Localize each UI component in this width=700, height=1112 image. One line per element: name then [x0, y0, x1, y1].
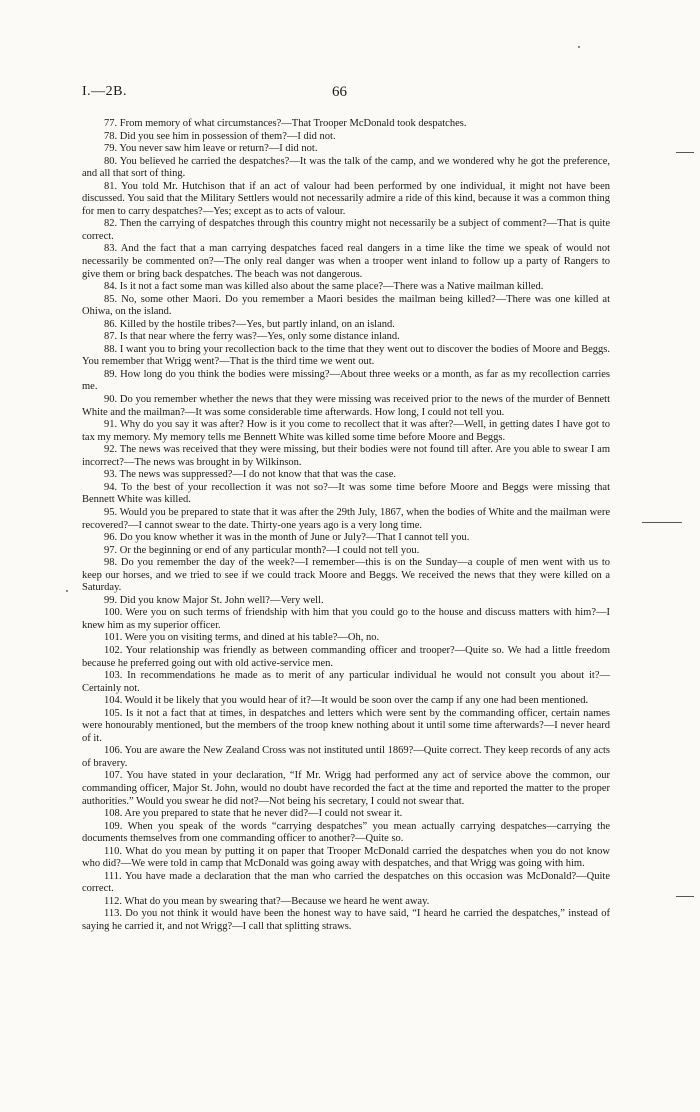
question-paragraph: 82. Then the carrying of despatches through this country might not necessarily be a subject of comment?—That is quite correct.: [82, 218, 610, 242]
question-paragraph: 78. Did you see him in possession of them?—I did not.: [104, 130, 336, 142]
question-paragraph: 85. No, some other Maori. Do you remember a Maori besides the mailman being killed?—There was one killed at Ohiwa, on the island.: [82, 293, 610, 318]
question-paragraph: 90. Do you remember whether the news that they were missing was received prior to the news of the murder of Bennett White and the mailman?—It was some considerable time afterwards. How long, I could not tell you.: [82, 394, 610, 418]
question-paragraph: 110. What do you mean by putting it on paper that Trooper McDonald carried the despatches when you do not know who did?—We were told in camp that McDonald was going away with despatches, and that Wrigg was going with him.: [82, 845, 610, 870]
question-paragraph: 81. You told Mr. Hutchison that if an act of valour had been performed by one individual, it might not have been discussed. You said that the Military Settlers would not necessarily admire a ride of this kind, because it was a common thing for men to carry despatches?—Yes; except as to acts of valour.: [82, 180, 610, 217]
question-paragraph: 77. From memory of what circumstances?—That Trooper McDonald took despatches.: [104, 118, 467, 129]
question-paragraph: 111. You have made a declaration that the man who carried the despatches on this occasion was McDonald?—Quite correct.: [82, 870, 610, 895]
question-paragraph: 108. Are you prepared to state that he never did?—I could not swear it.: [104, 808, 403, 820]
page-header: [82, 84, 622, 104]
question-paragraph: 86. Killed by the hostile tribes?—Yes, but partly inland, on an island.: [104, 318, 395, 330]
question-paragraph: 104. Would it be likely that you would hear of it?—It would be soon over the camp if any one had been mentioned.: [104, 695, 589, 707]
question-paragraph: 109. When you speak of the words “carrying despatches” you mean actually carrying despatches—carrying the documents themselves from one commanding officer to another?—Quite so.: [82, 820, 610, 845]
margin-mark: [642, 522, 682, 523]
question-paragraph: 105. Is it not a fact that at times, in despatches and letters which were sent by the commanding officer, certain names were honourably mentioned, but the members of the troop knew nothing about it until some time afterwards?—I never heard of it.: [82, 707, 610, 744]
question-paragraph: 106. You are aware the New Zealand Cross was not instituted until 1869?—Quite correct. They keep records of any acts of bravery.: [82, 745, 610, 769]
margin-mark: [676, 152, 694, 153]
question-paragraph: 113. Do you not think it would have been the honest way to have said, “I heard he carried the despatches,” instead of saying he carried it, and not Wrigg?—I call that splitting straws.: [82, 908, 610, 932]
question-paragraph: 95. Would you be prepared to state that it was after the 29th July, 1867, when the bodies of White and the mailman were recovered?—I cannot swear to the date. Thirty-one years ago is a very long time.: [82, 506, 610, 531]
question-paragraph: 84. Is it not a fact some man was killed also about the same place?—There was a Native mailman killed.: [104, 281, 544, 293]
question-paragraph: 112. What do you mean by swearing that?—Because we heard he went away.: [104, 895, 430, 907]
question-paragraph: 103. In recommendations he made as to merit of any particular individual he would not consult you about it?—Certainly not.: [82, 670, 610, 694]
question-paragraph: 99. Did you know Major St. John well?—Very well.: [104, 594, 324, 606]
page-speck: [66, 590, 68, 592]
question-paragraph: 83. And the fact that a man carrying despatches faced real dangers in a time like the time we speak of would not necessarily be commented on?—The only real danger was when a trooper went inland to follow up a party of Rangers to give them or bring back despatches. The beach was not dangerous.: [82, 243, 610, 280]
question-paragraph: 107. You have stated in your declaration, “If Mr. Wrigg had performed any act of service above the common, our commanding officer, Major St. John, would no doubt have recorded the fact at the time and reported the matter to the proper authorities.” Would you swear he did not?—Not being his secretary, I could not swear that.: [82, 770, 610, 807]
question-paragraph: 91. Why do you say it was after? How is it you come to recollect that it was after?—Well, in getting dates I have got to tax my memory. My memory tells me Bennett White was killed some time before Moore and Beggs.: [82, 419, 610, 443]
question-paragraph: 79. You never saw him leave or return?—I did not.: [104, 143, 318, 155]
question-paragraph: 93. The news was suppressed?—I do not know that that was the case.: [104, 469, 396, 481]
question-paragraph: 87. Is that near where the ferry was?—Yes, only some distance inland.: [104, 331, 400, 343]
question-paragraph: 100. Were you on such terms of friendship with him that you could go to the house and discuss matters with him?—I knew him as my superior officer.: [82, 607, 610, 631]
testimony-body: [82, 118, 610, 934]
question-paragraph: 89. How long do you think the bodies were missing?—About three weeks or a month, as far as my recollection carries me.: [82, 368, 610, 393]
question-paragraph: 101. Were you on visiting terms, and dined at his table?—Oh, no.: [104, 632, 380, 644]
question-paragraph: 88. I want you to bring your recollection back to the time that they went out to discover the bodies of Moore and Beggs. You remember that Wrigg went?—That is the third time we went out.: [82, 343, 610, 368]
page-speck: [578, 46, 580, 48]
question-paragraph: 102. Your relationship was friendly as between commanding officer and trooper?—Quite so. We had a little freedom because he preferred going out with old active-service men.: [82, 644, 610, 669]
page-number: 66: [332, 84, 347, 100]
question-paragraph: 92. The news was received that they were missing, but their bodies were not found till after. Are you able to swear I am incorrect?—The news was brought in by Wilkinson.: [82, 444, 610, 468]
question-paragraph: 98. Do you remember the day of the week?—I remember—this is on the Sunday—a couple of men went with us to keep our horses, and we tried to see if we could track Moore and Beggs. We received the news that they were killed on a Saturday.: [82, 557, 610, 594]
document-reference: I.—2B.: [82, 84, 127, 99]
question-paragraph: 94. To the best of your recollection it was not so?—It was some time before Moore and Beggs were missing that Bennett White was killed.: [82, 481, 610, 506]
question-paragraph: 80. You believed he carried the despatches?—It was the talk of the camp, and we wondered why he got the preference, and all that sort of thing.: [82, 155, 610, 180]
question-paragraph: 97. Or the beginning or end of any particular month?—I could not tell you.: [104, 544, 420, 556]
question-paragraph: 96. Do you know whether it was in the month of June or July?—That I cannot tell you.: [104, 532, 470, 544]
margin-mark: [676, 896, 694, 897]
